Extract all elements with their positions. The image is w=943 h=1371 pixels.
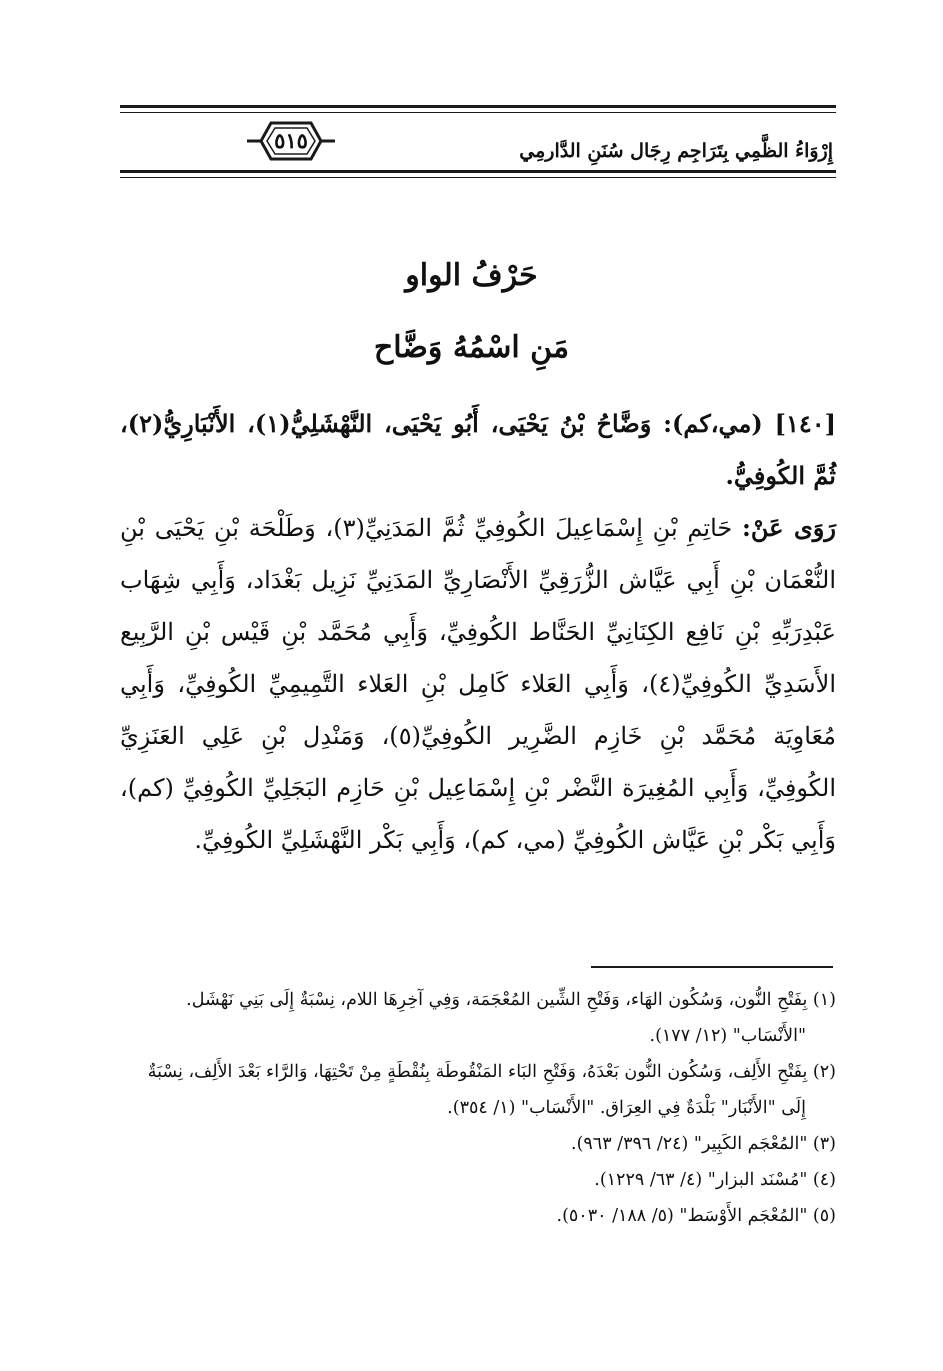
page-number: ٥١٥ [274, 128, 308, 153]
page-number-badge [245, 110, 337, 172]
footnote-1: (١) بِفَتْحِ النُّون، وَسُكُون الهَاء، وَفَتْحِ الشِّين المُعْجَمَة، وَفِي آخِرِهَا اللام، نِسْبَةٌ إِلَى بَنِي نَهْشَل. [186, 990, 836, 1010]
footnotes [120, 982, 836, 1234]
footnote-3: (٣) "المُعْجَم الكَبِير" (٢٤/ ٣٩٦/ ٩٦٣). [571, 1134, 836, 1154]
footnote-1-continuation: "الأَنْسَاب" (١٢/ ١٧٧). [649, 1026, 806, 1046]
entry-number: [١٤٠] [774, 409, 837, 438]
footnote-2: (٢) بِفَتْحِ الأَلِف، وَسُكُون النُّون بَعْدَهُ، وَفَتْحِ البَاء المَنْقُوطَة بِنُقْطَةٍ مِنْ تَحْتِهَا، وَالرَّاء بَعْدَ الأَلِف، نِسْبَةٌ [147, 1062, 836, 1082]
book-title: إِرْوَاءُ الظَّمِي بِتَرَاجِم رِجَال سُنَنِ الدَّارمِي [519, 140, 833, 162]
entry-body [120, 398, 836, 866]
header-rule-bottom-thin [120, 177, 836, 178]
narrators-text: حَاتِمِ بْنِ إِسْمَاعِيلَ الكُوفِيِّ ثُمَّ المَدَنِيِّ(٣)، وَطَلْحَة بْنِ يَحْيَى بْنِ النُّعْمَان بْنِ أَبِي عَيَّاش الزُّرَقِيِّ الأَنْصَارِيِّ المَدَنِيِّ نَزِيل بَغْدَاد، وَأَبِي شِهَاب عَبْدِرَبِّهِ بْنِ نَافِع الكِنَانِيِّ الحَنَّاط الكُوفِيِّ، وَأَبِي مُحَمَّد بْنِ قَيْس بْنِ الرَّبِيع الأَسَدِيِّ الكُوفِيِّ(٤)، وَأَبِي العَلاء كَامِل بْنِ العَلاء التَّمِيمِيِّ الكُوفِيِّ، وَأَبِي مُعَاوِيَة مُحَمَّد بْنِ خَازِم الضَّرِير الكُوفِيِّ(٥)، وَمَنْدِل بْنِ عَلِي العَنَزِيِّ الكُوفِيِّ، وَأَبِي المُغِيرَة النَّضْر بْنِ إِسْمَاعِيل بْنِ حَازِم البَجَلِيِّ الكُوفِيِّ (كم)، وَأَبِي بَكْر بْنِ عَيَّاش الكُوفِيِّ (مي، كم)، وَأَبِي بَكْر النَّهْشَلِيِّ الكُوفِيِّ. [120, 514, 836, 854]
section-heading: حَرْفُ الواو [405, 258, 538, 293]
footnote-divider [591, 966, 833, 968]
entry-title: (مي،كم): وَضَّاحُ بْنُ يَحْيَى، أَبُو يَحْيَى، النَّهْشَلِيُّ(١)، الأَنْبَارِيُّ(٢)، ثُمَّ الكُوفِيُّ. [120, 409, 836, 490]
footnote-5: (٥) "المُعْجَم الأَوْسَط" (٥/ ١٨٨/ ٥٠٣٠). [556, 1206, 836, 1226]
footnote-4: (٤) "مُسْنَد البزار" (٤/ ٦٣/ ١٢٢٩). [594, 1170, 836, 1190]
narrators-label: رَوَى عَنْ: [742, 513, 836, 542]
header-rule-top-thin [120, 112, 836, 113]
footnote-2-continuation: إِلَى "الأَنْبَار" بَلْدَةٌ فِي العِرَاق. "الأَنْسَاب" (١/ ٣٥٤). [447, 1098, 806, 1118]
subsection-heading: مَنِ اسْمُهُ وَضَّاح [373, 330, 570, 365]
header-rule-bottom [120, 170, 836, 173]
header-rule-top [120, 105, 836, 108]
narrators-paragraph [120, 502, 836, 866]
entry-heading [120, 398, 836, 502]
